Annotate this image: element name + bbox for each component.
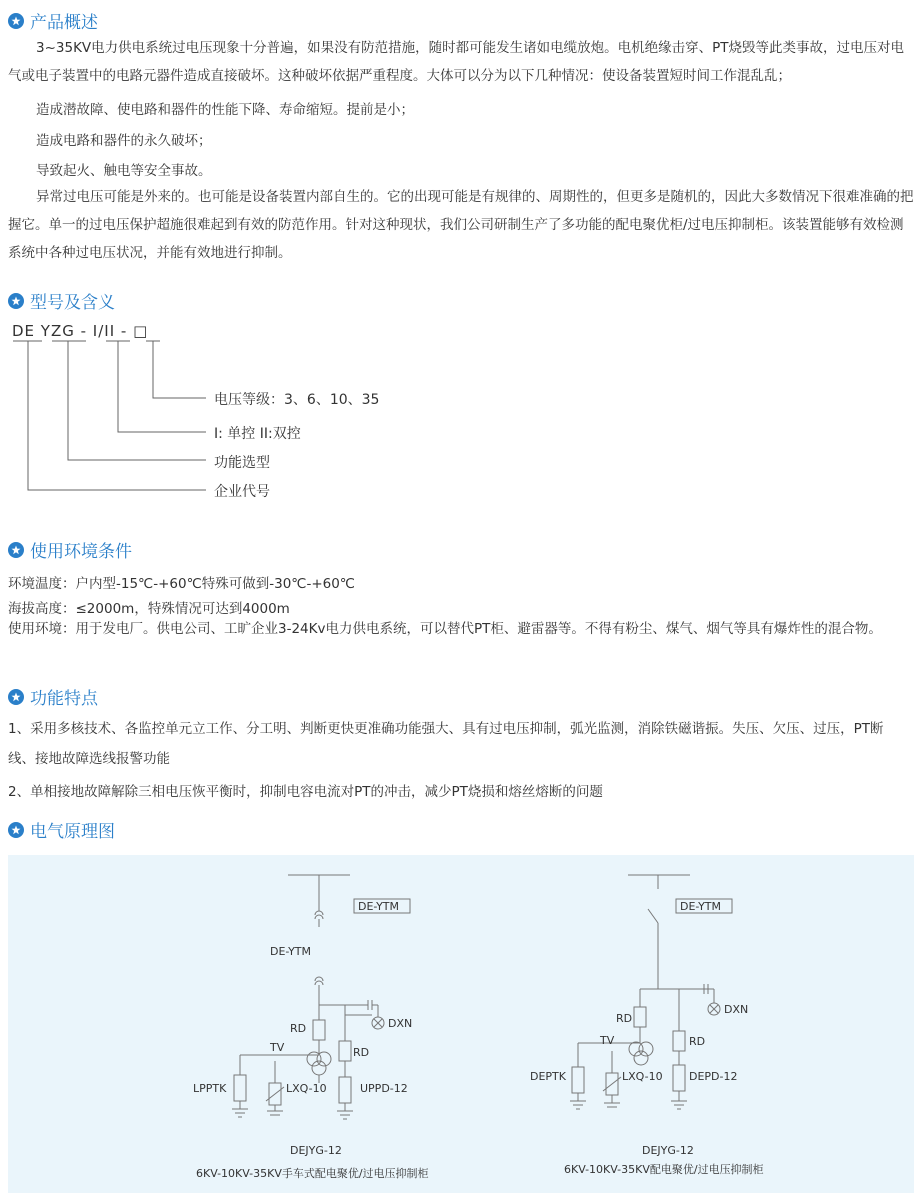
right-depd-label: DEPD-12 <box>689 1070 738 1083</box>
left-tv-label: TV <box>270 1041 285 1054</box>
feature-item-2: 2、单相接地故障解除三相电压恢平衡时，抑制电容电流对PT的冲击，减少PT烧损和熔丝熔断的问题 <box>8 784 603 800</box>
environment-usage: 使用环境：用于发电厂。供电公司、工旷企业3-24Kv电力供电系统，可以替代PT柜、避雷器等。不得有粉尘、煤气、烟气等具有爆炸性的混合物。 <box>8 621 882 637</box>
right-rd1-label: RD <box>616 1012 633 1025</box>
left-rd2-label: RD <box>353 1046 370 1059</box>
overview-item-3: 导致起火、触电等安全事故。 <box>36 163 212 179</box>
overview-paragraph-2: 异常过电压可能是外来的。也可能是设备装置内部自生的。它的出现可能是有规律的、周期性的，但更多是随机的，因此大多数情况下很难准确的把握它。单一的过电压保护超施很难起到有效的防范作用。针对这种现状，我们公司研制生产了多功能的配电聚优柜/过电压抑制柜。该装置能够有效检测系统中各种过电压状况，并能有效地进行抑制。 <box>8 189 914 261</box>
overview-item-2: 造成电路和器件的永久破坏； <box>36 133 212 149</box>
left-lxq-label: LXQ-10 <box>286 1082 327 1095</box>
section-title: 功能特点 <box>30 689 98 709</box>
right-tv-label: TV <box>600 1034 615 1047</box>
model-bracket-lines <box>0 0 920 520</box>
section-heading-features <box>8 684 98 709</box>
left-rd1-label: RD <box>290 1022 307 1035</box>
star-circle-icon <box>8 542 24 558</box>
model-label-function: 功能选型 <box>214 455 270 471</box>
section-title: 型号及含义 <box>30 293 115 313</box>
left-caption-name: 6KV-10KV-35KV手车式配电聚优/过电压抑制柜 <box>196 1167 429 1180</box>
right-caption-name: 6KV-10KV-35KV配电聚优/过电压抑制柜 <box>564 1163 764 1176</box>
section-heading-diagram <box>8 817 115 842</box>
section-title: 使用环境条件 <box>30 542 132 562</box>
right-lxq-label: LXQ-10 <box>622 1070 663 1083</box>
section-title: 产品概述 <box>30 13 98 33</box>
environment-altitude: 海拔高度：≤2000m，特殊情况可达到4000m <box>8 601 290 617</box>
left-dxn-label: DXN <box>388 1017 413 1030</box>
left-caption-model: DEJYG-12 <box>290 1144 342 1157</box>
model-label-voltage: 电压等级：3、6、10、35 <box>214 392 380 408</box>
left-box-label: DE-YTM <box>358 900 400 913</box>
environment-temperature: 环境温度：户内型-15℃-+60℃特殊可做到-30℃-+60℃ <box>8 576 355 592</box>
right-dxn-label: DXN <box>724 1003 749 1016</box>
electrical-schematic <box>8 855 914 1193</box>
right-box-label: DE-YTM <box>680 900 722 913</box>
electrical-diagram-panel <box>8 855 914 1193</box>
right-caption-model: DEJYG-12 <box>642 1144 694 1157</box>
overview-item-1: 造成潜故障、使电路和器件的性能下降、寿命缩短。提前是小； <box>36 102 414 118</box>
right-deptk-label: DEPTK <box>530 1070 566 1083</box>
overview-paragraph-1: 3~35KV电力供电系统过电压现象十分普遍，如果没有防范措施，随时都可能发生诸如电缆放炮。电机绝缘击穿、PT烧毁等此类事故，过电压对电气或电子装置中的电路元器件造成直接破坏。这种破坏依据严重程度。大体可以分为以下几种情况：使设备装置短时间工作混乱乱； <box>8 40 905 84</box>
left-mid-label: DE-YTM <box>270 945 312 958</box>
model-code: DE YZG - I/II - □ <box>12 322 149 340</box>
left-lpptk-label: LPPTK <box>193 1082 227 1095</box>
feature-item-1: 1、采用多核技术、各监控单元立工作、分工明、判断更快更准确功能强大、具有过电压抑制，弧光监测，消除铁磁谐振。失压、欠压、过压，PT断线、接地故障选线报警功能 <box>8 721 884 767</box>
right-rd2-label: RD <box>689 1035 706 1048</box>
section-heading-environment <box>8 537 132 562</box>
section-title: 电气原理图 <box>30 822 115 842</box>
star-circle-icon <box>8 822 24 838</box>
model-label-control: I: 单控 II:双控 <box>214 426 301 442</box>
left-uppd-label: UPPD-12 <box>360 1082 408 1095</box>
star-circle-icon <box>8 689 24 705</box>
model-label-company: 企业代号 <box>214 484 270 500</box>
